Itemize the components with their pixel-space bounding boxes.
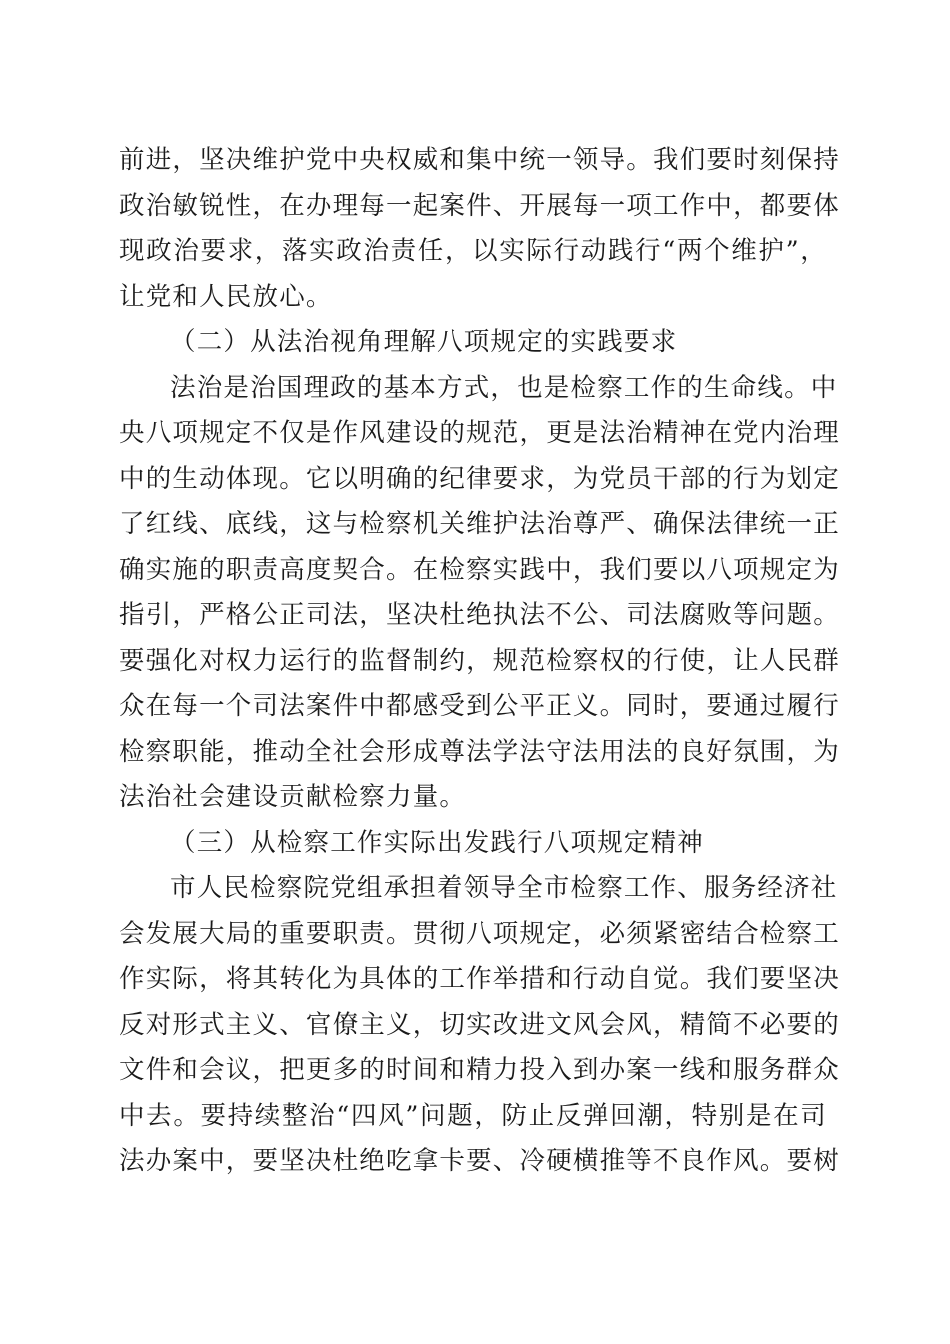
paragraph-line: 中去。要持续整治“四风”问题，防止反弹回潮，特别是在司	[119, 1100, 827, 1131]
paragraph-line: 政治敏锐性，在办理每一起案件、开展每一项工作中，都要体	[119, 190, 840, 221]
section-heading-3: （三）从检察工作实际出发践行八项规定精神	[170, 827, 705, 858]
document-body	[119, 138, 840, 1185]
paragraph-line: 确实施的职责高度契合。在检察实践中，我们要以八项规定为	[119, 554, 840, 585]
paragraph-line: 前进，坚决维护党中央权威和集中统一领导。我们要时刻保持	[119, 145, 840, 175]
paragraph-2	[119, 366, 840, 821]
paragraph-line: 法办案中，要坚决杜绝吃拿卡要、冷硬横推等不良作风。要树	[119, 1146, 840, 1176]
paragraph-line: 反对形式主义、官僚主义，切实改进文风会风，精简不必要的	[119, 1009, 840, 1040]
paragraph-line: 作实际，将其转化为具体的工作举措和行动自觉。我们要坚决	[119, 964, 840, 994]
paragraph-line: 中的生动体现。它以明确的纪律要求，为党员干部的行为划定	[119, 463, 840, 494]
paragraph-line: 要强化对权力运行的监督制约，规范检察权的行使，让人民群	[119, 645, 840, 676]
paragraph-line: 众在每一个司法案件中都感受到公平正义。同时，要通过履行	[119, 691, 840, 721]
paragraph-line: 指引，严格公正司法，坚决杜绝执法不公、司法腐败等问题。	[119, 600, 840, 630]
paragraph-line: 央八项规定不仅是作风建设的规范，更是法治精神在党内治理	[119, 418, 840, 448]
paragraph-line: 现政治要求，落实政治责任，以实际行动践行“两个维护”，	[119, 236, 827, 266]
paragraph-1	[119, 138, 840, 320]
paragraph-line: 会发展大局的重要职责。贯彻八项规定，必须紧密结合检察工	[119, 918, 840, 949]
paragraph-line: 文件和会议，把更多的时间和精力投入到办案一线和服务群众	[119, 1055, 840, 1085]
paragraph-line: 检察职能，推动全社会形成尊法学法守法用法的良好氛围，为	[119, 736, 840, 767]
paragraph-line: 法治社会建设贡献检察力量。	[119, 782, 467, 812]
section-heading-2: （二）从法治视角理解八项规定的实践要求	[170, 327, 678, 357]
paragraph-3	[119, 866, 840, 1185]
paragraph-line: 了红线、底线，这与检察机关维护法治尊严、确保法律统一正	[119, 509, 840, 539]
paragraph-line: 法治是治国理政的基本方式，也是检察工作的生命线。中	[170, 372, 838, 403]
paragraph-line: 让党和人民放心。	[119, 281, 333, 312]
paragraph-line: 市人民检察院党组承担着领导全市检察工作、服务经济社	[170, 873, 838, 903]
